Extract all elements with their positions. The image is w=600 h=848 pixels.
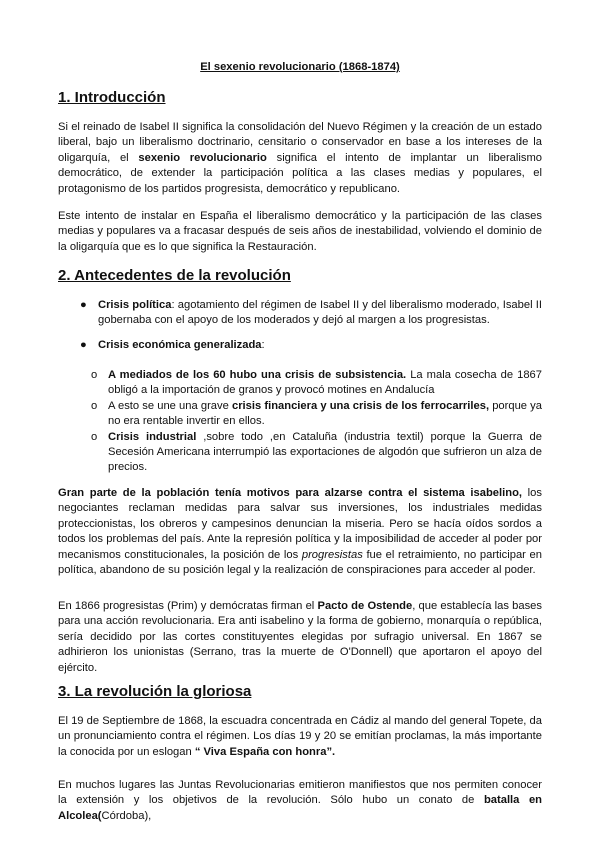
revolucion-paragraph-1: El 19 de Septiembre de 1868, la escuadra concentrada en Cádiz al mando del general Topete, da un pronunciamiento contra el régimen. Los días 19 y 20 se emitían proclamas, la más importante la conocida por un eslogan “ Viva España con honra”. xyxy=(58,715,542,758)
circle-bullet-icon: o xyxy=(91,430,98,443)
bullet-icon: ● xyxy=(80,299,87,311)
circle-bullet-icon: o xyxy=(91,399,98,412)
section-heading-introduccion: 1. Introducción xyxy=(58,89,166,106)
list-item: ● Crisis económica generalizada: xyxy=(58,338,542,353)
list-item: ● Crisis política: agotamiento del régimen de Isabel II y del liberalismo moderado, Isabel II gobernaba con el apoyo de los moderados y dejó al margen a los progresistas. xyxy=(80,299,542,327)
antecedentes-paragraph-2: En 1866 progresistas (Prim) y demócratas firman el Pacto de Ostende, que establecía las bases para una acción revolucionaria. Era anti isabelino y la forma de gobierno, monarquía o república, sería decidido por las cortes constituyentes elegidas por sufragio universal. En 1867 se adhirieron los unionistas (Serrano, tras la muerte de O'Donnell) que aportaron el apoyo del ejército. xyxy=(58,600,542,674)
list-item: o Crisis industrial ,sobre todo ,en Cataluña (industria textil) porque la Guerra de Secesión Americana interrumpió las exportaciones de algodón que sufrieron un alza de precios. xyxy=(91,430,542,474)
section-heading-antecedentes: 2. Antecedentes de la revolución xyxy=(58,267,291,284)
antecedentes-bullet-list xyxy=(58,298,542,353)
list-item: o A mediados de los 60 hubo una crisis de subsistencia. La mala cosecha de 1867 obligó a la importación de granos y provocó motines en Andalucía xyxy=(91,369,542,397)
bullet-icon: ● xyxy=(80,338,87,351)
intro-paragraph-2: Este intento de instalar en España el liberalismo democrático y la participación de las clases medias y populares va a fracasar después de seis años de inestabilidad, volviendo el dominio de la oligarquía que es lo que significa la Restauración. xyxy=(58,210,542,253)
revolucion-paragraph-2: En muchos lugares las Juntas Revolucionarias emitieron manifiestos que nos permiten conocer la extensión y los objetivos de la revolución. Sólo hubo un conato de batalla en Alcolea(Córdoba), xyxy=(58,779,542,822)
crisis-sub-list xyxy=(58,368,542,476)
intro-paragraph-1: Si el reinado de Isabel II significa la consolidación del Nuevo Régimen y la creación de un estado liberal, bajo un liberalismo doctrinario, censitario o conservador en base a los intereses de la oligarquía, el sexenio revolucionario significa el intento de implantar un liberalismo democrático, de extender la participación política a las clases medias y populares, el protagonismo de los partidos progresista, democrático y republicano. xyxy=(58,121,542,195)
list-item: o A esto se une una grave crisis financiera y una crisis de los ferrocarriles, porque ya no era rentable invertir en ellos. xyxy=(91,399,542,428)
antecedentes-paragraph-1: Gran parte de la población tenía motivos para alzarse contra el sistema isabelino, los negociantes reclaman medidas para salvar sus inversiones, los industriales medidas proteccionistas, los obreros y campesinos denuncian la miseria. Pero se hacía oídos sordos a todos los problemas del país. Ante la represión política y la imposibilidad de acceder al poder por mecanismos constitucionales, la posición de los progresistas fue el retraimiento, no participar en política, abandono de su posición legal y la realización de conspiraciones para acceder al poder. xyxy=(58,487,542,577)
circle-bullet-icon: o xyxy=(91,369,98,381)
section-heading-revolucion: 3. La revolución la gloriosa xyxy=(58,683,252,700)
document-title: El sexenio revolucionario (1868-1874) xyxy=(200,61,400,73)
